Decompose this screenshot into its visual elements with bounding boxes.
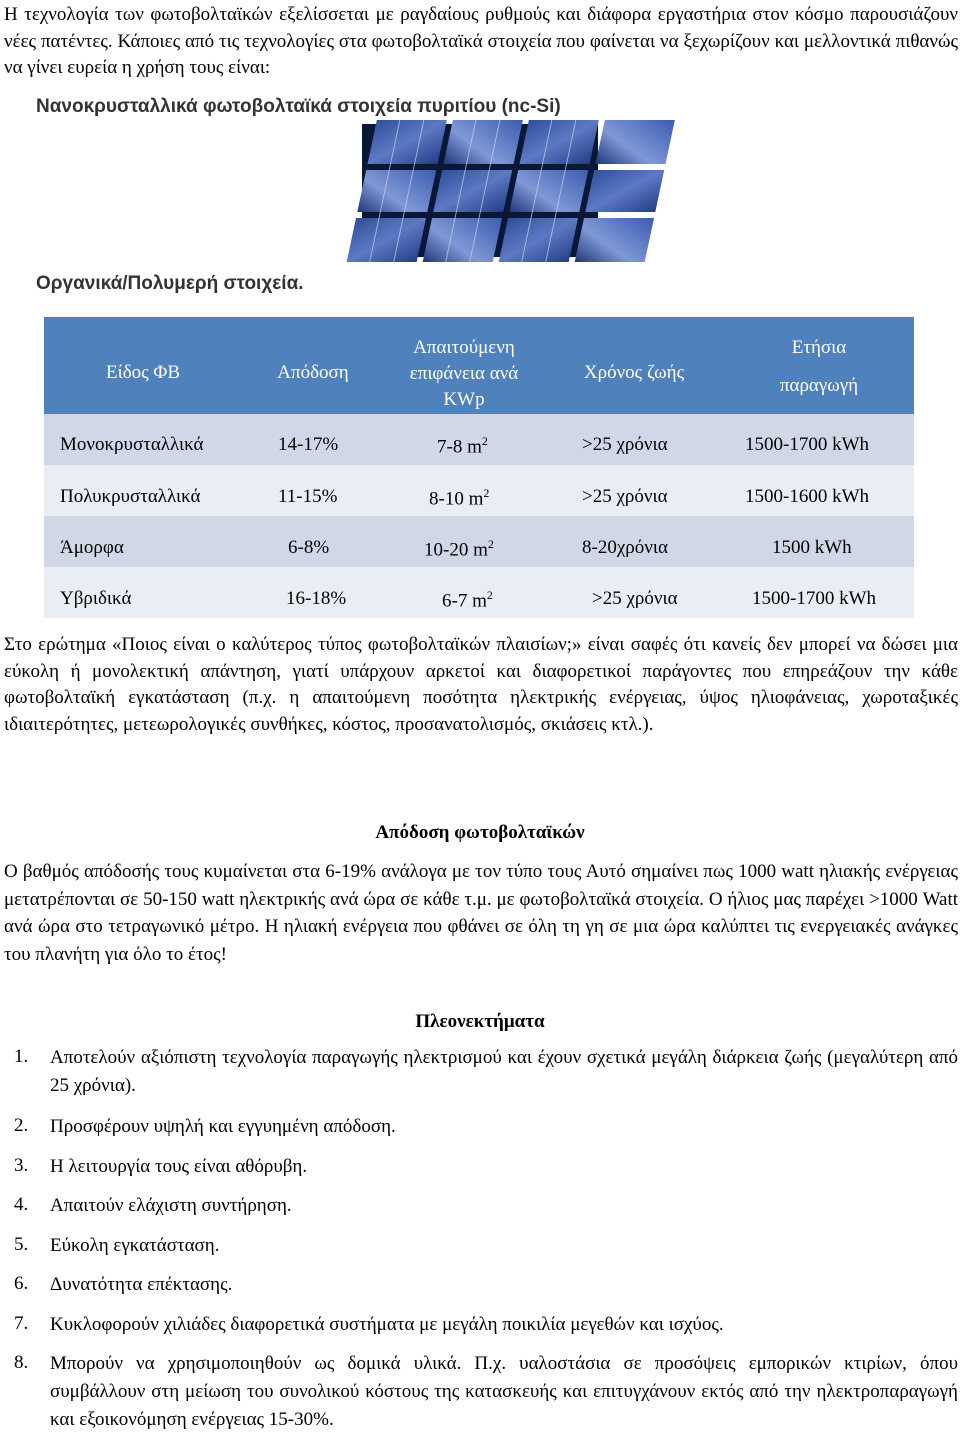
cell-annual: 1500 kWh — [772, 537, 852, 558]
header-area-line2: επιφάνεια ανά — [409, 363, 519, 384]
list-number: 2. — [14, 1115, 29, 1136]
cell-efficiency: 11-15% — [278, 486, 338, 507]
table-row — [44, 414, 914, 465]
question-paragraph: Στο ερώτημα «Ποιος είναι ο καλύτερος τύπος φωτοβολταϊκών πλαισίων;» είναι σαφές ότι κανείς δεν μπορεί να δώσει μια εύκολη ή μονολεκτική απάντηση, γιατί υπάρχουν αρκετοί και διαφορετικοί παράγοντες που επηρεάζουν την κάθε φωτοβολταϊκή εγκατάσταση (π.χ. η απαιτούμενη ποσότητα ηλεκτρικής ενέργειας, ύψος ηλιοφάνειας, χωροταξικές ιδιαιτερότητες, μετεωρολογικές συνθήκες, κόστος, προσανατολισμός, σκιάσεις κτλ.). — [4, 634, 958, 735]
table-row — [44, 465, 914, 516]
cell-life: >25 χρόνια — [592, 588, 678, 609]
header-type: Είδος ΦΒ — [105, 362, 180, 383]
heading-nanocrystalline: Νανοκρυσταλλικά φωτοβολταϊκά στοιχεία πυριτίου (nc-Si) — [36, 96, 561, 117]
cell-life: >25 χρόνια — [582, 486, 668, 507]
list-number: 6. — [14, 1273, 29, 1294]
list-number: 5. — [14, 1234, 29, 1255]
cell-annual: 1500-1700 kWh — [752, 588, 877, 609]
header-annual-line2: παραγωγή — [779, 375, 859, 396]
cell-area: 10-20 $m^2$ — [424, 537, 494, 561]
cell-efficiency: 16-18% — [286, 588, 347, 609]
intro-paragraph: Η τεχνολογία των φωτοβολταϊκών εξελίσσεται με ραγδαίους ρυθμούς και διάφορα εργαστήρια στον κόσμο παρουσιάζουν νέες πατέντες. Κάποιες από τις τεχνολογίες στα φωτοβολταϊκά στοιχεία που φαίνεται να ξεχωρίζουν και μελλοντικά πιθανώς να γίνει ευρεία η χρήση τους είναι: — [4, 4, 958, 78]
header-life: Χρόνος ζωής — [583, 362, 685, 383]
table-row — [44, 516, 914, 567]
header-area — [384, 335, 544, 413]
cell-area: 7-8 $m^2$ — [437, 434, 488, 458]
list-number: 1. — [14, 1046, 29, 1067]
header-annual-line1: Ετήσια — [791, 337, 847, 358]
cell-type: Άμορφα — [60, 537, 124, 558]
list-number: 8. — [14, 1352, 29, 1373]
cell-life: 8-20χρόνια — [582, 537, 668, 558]
heading-advantages: Πλεονεκτήματα — [415, 1011, 545, 1032]
list-text: Απαιτούν ελάχιστη συντήρηση. — [50, 1195, 292, 1216]
cell-annual: 1500-1600 kWh — [745, 486, 870, 507]
cell-annual: 1500-1700 kWh — [745, 434, 870, 455]
header-efficiency: Απόδοση — [277, 362, 349, 383]
list-number: 7. — [14, 1313, 29, 1334]
table-header — [44, 317, 914, 414]
efficiency-paragraph: Ο βαθμός απόδοσής τους κυμαίνεται στα 6-19% ανάλογα με τον τύπο τους Αυτό σημαίνει πως 1000 watt ηλιακής ενέργειας μετατρέπονται σε 50-150 watt ηλεκτρικής ανά ώρα σε κάθε τ.μ. με φωτοβολταϊκά στοιχεία. Ο ήλιος μας παρέχει >1000 Watt ανά ώρα στο τετραγωνικό μέτρο. Η ηλιακή ενέργεια που φθάνει σε όλη τη γη σε μια ώρα καλύπτει τις ενεργειακές ανάγκες του πλανήτη για όλο το έτος! — [4, 861, 958, 965]
list-text: Δυνατότητα επέκτασης. — [50, 1274, 233, 1295]
list-text: Εύκολη εγκατάσταση. — [50, 1235, 220, 1256]
heading-efficiency: Απόδοση φωτοβολταϊκών — [375, 822, 585, 843]
header-area-line3: KWp — [443, 389, 485, 410]
list-number: 3. — [14, 1155, 29, 1176]
header-area-line1: Απαιτούμενη — [413, 337, 515, 358]
cell-type: Μονοκρυσταλλικά — [60, 434, 204, 455]
cell-type: Υβριδικά — [60, 588, 132, 609]
cell-type: Πολυκρυσταλλικά — [60, 486, 201, 507]
cell-life: >25 χρόνια — [582, 434, 668, 455]
list-text: Μπορούν να χρησιμοποιηθούν ως δομικά υλικά. Π.χ. υαλοστάσια σε προσόψεις εμπορικών κτιρίων, όπου συμβάλλουν στη μείωση του συνολικού κόστους της κατασκευής και επιτυγχάνουν εκτός από την ηλεκτροπαραγωγή και εξοικονόμηση ενέργειας 15-30%. — [50, 1353, 958, 1430]
solar-panel-image — [362, 124, 598, 257]
list-text: Αποτελούν αξιόπιστη τεχνολογία παραγωγής ηλεκτρισμού και έχουν σχετικά μεγάλη διάρκεια ζωής (μεγαλύτερη από 25 χρόνια). — [50, 1047, 958, 1096]
list-text: Η λειτουργία τους είναι αθόρυβη. — [50, 1156, 308, 1177]
list-text: Κυκλοφορούν χιλιάδες διαφορετικά συστήματα με μεγάλη ποικιλία μεγεθών και ισχύος. — [50, 1314, 724, 1335]
cell-efficiency: 6-8% — [288, 537, 330, 558]
heading-organic: Οργανικά/Πολυμερή στοιχεία. — [36, 273, 304, 294]
cell-efficiency: 14-17% — [278, 434, 339, 455]
table-row — [44, 567, 914, 618]
cell-area: 8-10 $m^2$ — [429, 486, 490, 510]
solar-cells-graphic — [362, 124, 598, 257]
list-number: 4. — [14, 1194, 29, 1215]
list-text: Προσφέρουν υψηλή και εγγυημένη απόδοση. — [50, 1116, 396, 1137]
cell-area: 6-7 $m^2$ — [442, 588, 493, 612]
